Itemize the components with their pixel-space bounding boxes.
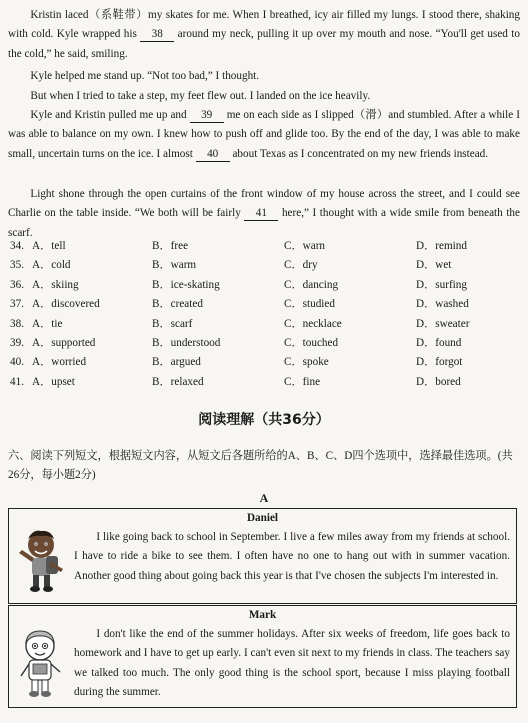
- option-row: [10, 237, 515, 256]
- paragraph-text: Kristin laced（系鞋带）my skates for me. When I breathed, icy air filled my lungs. I stood there, shaking with cold. Kyle wrapped his: [8, 9, 520, 41]
- option-row: [10, 256, 515, 275]
- option-b: B．understood: [152, 337, 221, 350]
- box-text-daniel: I like going back to school in September. I live a few miles away from my friends at school. I have to ride a bike to see them. I often have no one to hang out with in summer vacation. Another good thing about going back this year is that I've chosen the subjects I'm interested in.: [74, 531, 510, 582]
- paragraph-text: about Texas as I concentrated on my new friends instead.: [229, 147, 489, 160]
- paragraph-text: Light shone through the open curtains of the front window of my house across the street, and I could see Charlie on the table inside. “We both will be fairly: [8, 188, 520, 220]
- option-row: [10, 353, 515, 372]
- option-a: A．upset: [32, 375, 75, 388]
- blank-40: 40: [196, 147, 230, 162]
- option-d: D．bored: [416, 375, 461, 388]
- blank-39: 39: [190, 108, 224, 123]
- option-a: A．skiing: [32, 278, 79, 291]
- question-number: 39.: [10, 337, 24, 350]
- option-row: [10, 295, 515, 314]
- option-c: C．dancing: [284, 278, 339, 291]
- box-name-mark: Mark: [248, 609, 277, 621]
- option-b: B．free: [152, 240, 189, 252]
- blank-41: 41: [244, 206, 278, 221]
- daniel-box: [8, 508, 517, 604]
- option-c: C．necklace: [284, 317, 342, 330]
- passage-paragraph-5: [8, 185, 520, 243]
- boy-cartoon-icon: [13, 626, 67, 700]
- option-a: A．worried: [32, 356, 87, 369]
- option-a: A．cold: [32, 259, 71, 272]
- question-number: 37.: [10, 298, 24, 311]
- option-c: C．spoke: [284, 356, 329, 369]
- option-d: D．surfing: [416, 278, 467, 291]
- question-number: 36.: [10, 278, 24, 291]
- passage-paragraph-2: Kyle helped me stand up. “Not too bad,” I thought.: [30, 70, 260, 82]
- passage-paragraph-1: [8, 6, 520, 64]
- option-b: B．relaxed: [152, 375, 204, 388]
- option-row: [10, 334, 515, 353]
- mark-box: [8, 605, 517, 708]
- option-a: A．tell: [32, 240, 66, 252]
- option-d: D．forgot: [416, 356, 463, 369]
- passage-paragraph-3: But when I tried to take a step, my feet flew out. I landed on the ice heavily.: [30, 90, 371, 102]
- blank-38: 38: [140, 27, 174, 42]
- paragraph-text: me on each side as I slipped（滑）and stumbled. After a while I was able to balance on my own. I knew how to push off and glide too. By the end of the day, I was able to make small, uncertain turns on the ice. I almost: [8, 109, 521, 160]
- question-number: 40.: [10, 356, 24, 369]
- paragraph-text: here,” I thought with a wide smile from beneath the scarf.: [8, 207, 520, 239]
- box-text-mark: I don't like the end of the summer holidays. After six weeks of freedom, life goes back to homework and I have to get up early. I can't even sit next to my friends in class. The teachers say we talked too much. The only good thing is the school sport, because I miss playing football during the summer.: [74, 628, 510, 699]
- option-a: A．discovered: [32, 298, 100, 311]
- option-row: [10, 276, 515, 295]
- paragraph-text: around my neck, pulling it up over my mouth and nose. “You'll get used to the cold,” he said, smiling.: [8, 28, 520, 60]
- option-d: D．washed: [416, 298, 469, 311]
- question-number: 35.: [10, 259, 24, 272]
- option-d: D．remind: [416, 240, 467, 252]
- option-c: C．touched: [284, 337, 339, 350]
- instructions: 六、阅读下列短文，根据短文内容，从短文后各题所给的A、B、C、D四个选项中，选择最佳选项。(共26分，每小题2分): [8, 450, 513, 482]
- option-a: A．supported: [32, 337, 96, 350]
- options-table: [10, 237, 515, 392]
- option-b: B．scarf: [152, 317, 193, 330]
- option-b: B．ice-skating: [152, 278, 220, 291]
- option-c: C．warn: [284, 240, 326, 252]
- question-number: 41.: [10, 375, 24, 388]
- section-title: 阅读理解（共36分）: [198, 412, 330, 428]
- option-d: D．wet: [416, 259, 452, 272]
- boy-with-backpack-icon: [13, 525, 69, 595]
- option-a: A．tie: [32, 317, 63, 330]
- option-b: B．warm: [152, 259, 197, 272]
- option-row: [10, 315, 515, 334]
- question-number: 34.: [10, 240, 24, 252]
- box-name-daniel: Daniel: [246, 512, 279, 524]
- passage-paragraph-4: [8, 106, 520, 164]
- option-c: C．fine: [284, 375, 321, 388]
- passage-label: A: [259, 491, 269, 505]
- option-c: C．dry: [284, 259, 318, 272]
- option-d: D．found: [416, 337, 462, 350]
- option-b: B．argued: [152, 356, 201, 369]
- paragraph-text: Kyle and Kristin pulled me up and: [30, 109, 190, 121]
- option-d: D．sweater: [416, 317, 470, 330]
- option-row: [10, 373, 515, 392]
- option-c: C．studied: [284, 298, 335, 311]
- question-number: 38.: [10, 317, 24, 330]
- option-b: B．created: [152, 298, 203, 311]
